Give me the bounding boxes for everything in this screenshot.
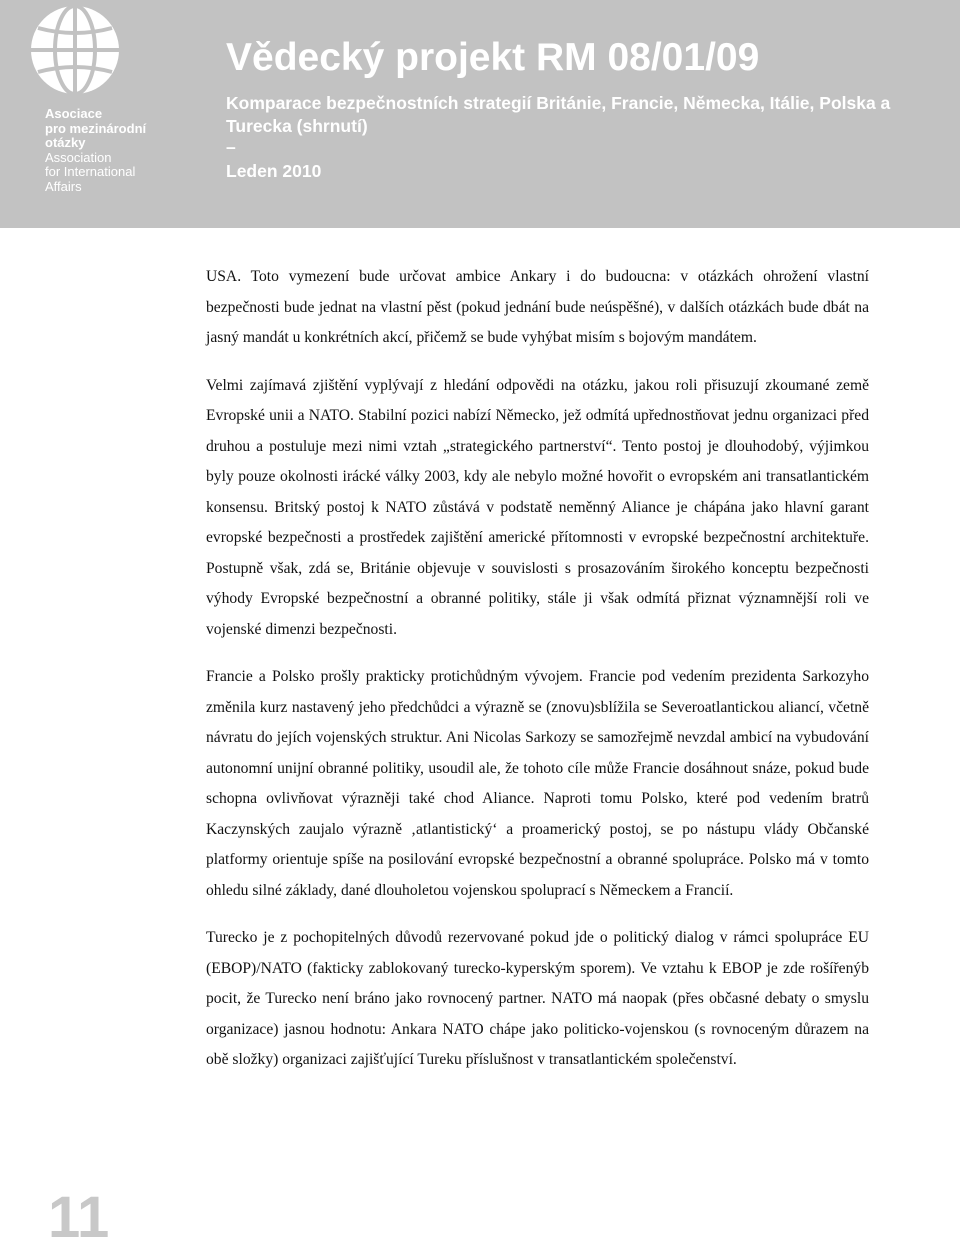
org-name-cs-line2: pro mezinárodní (45, 120, 147, 136)
org-name-cs-line3: otázky (45, 135, 86, 151)
document-body (206, 262, 869, 1093)
paragraph: Turecko je z pochopitelných důvodů rezervované pokud jde o politický dialog v rámci spolupráce EU (EBOP)/NATO (fakticky zablokovaný turecko-kyperským sporem). Ve vztahu k EBOP je zde rošířenýb pocit, že Turecko není bráno jako rovnocený partner. NATO má naopak (přes občasné debaty o smyslu organizace) jasnou hodnotu: Ankara NATO chápe jako politicko-vojenskou (s rovnoceným důrazem na obě složky) organizaci zajišťující Tureku příslušnost v transatlantickém společenství. (206, 929, 869, 1068)
globe-logo-icon (30, 2, 120, 98)
header-band (0, 0, 960, 228)
paragraph: Francie a Polsko prošly prakticky protichůdným vývojem. Francie pod vedením prezidenta Sarkozyho změnila kurz nastavený jeho předchůdci a výrazně se (znovu)sblížila se Severoatlantickou aliancí, včetně návratu do jejích vojenských struktur. Ani Nicolas Sarkozy se samozřejmě nevzdal ambicí na vybudování autonomní unijní obranné politiky, usoudil ale, že tohoto cíle může Francie dosáhnout snáze, pokud bude schopna ovlivňovat výrazněji také chod Aliance. Naproti tomu Polsko, které pod vedením bratrů Kaczynských zaujalo výrazně ‚atlantistický‘ a proamerický postoj, se po nástupu vlády Občanské platformy orientuje spíše na posilování evropské bezpečnostní a obranné spolupráce. Polsko má v tomto ohledu silné základy, dané dlouholetou vojenskou spoluprací s Německem a Francií. (206, 668, 869, 899)
project-subtitle: Komparace bezpečnostních strategií Británie, Francie, Německa, Itálie, Polska a Turecka (shrnutí) (226, 93, 891, 136)
project-title: Vědecký projekt RM 08/01/09 (226, 36, 760, 79)
org-name-en-line1: Association (45, 149, 112, 165)
org-name-en-line3: Affairs (45, 178, 82, 194)
publication-date: Leden 2010 (226, 161, 322, 181)
page-number: 11 (48, 1185, 110, 1250)
organization-name (45, 107, 205, 195)
paragraph: Velmi zajímavá zjištění vyplývají z hledání odpovědi na otázku, jakou roli přisuzují zkoumané země Evropské unii a NATO. Stabilní pozici nabízí Německo, jež odmítá upřednostňovat jednu organizaci před druhou a postuluje mezi nimi vztah „strategického partnerství“. Tento postoj je dlouhodobý, výjimkou byly pouze okolnosti irácké války 2003, kdy ale nebylo možné hovořit o evropském ani transatlantickém konsensu. Britský postoj k NATO zůstává v podstatě neměnný Aliance je chápána jako hlavní garant evropské bezpečnosti a prostředek zajištění americké přítomnosti v evropské bezpečnostní architektuře. Postupně však, zdá se, Británie objevuje v souvislosti s prosazováním širokého konceptu bezpečnosti výhody Evropské bezpečnostní a obranné politiky, stále ji však odmítá přiznat významnější roli ve vojenské dimenzi bezpečnosti. (206, 376, 869, 638)
org-name-en-line2: for International (45, 164, 136, 180)
header-dash: – (226, 137, 236, 157)
org-name-cs-line1: Asociace (45, 106, 103, 121)
paragraph: USA. Toto vymezení bude určovat ambice Ankary i do budoucna: v otázkách ohrožení vlastní bezpečnosti bude jednat na vlastní pěst (pokud jednání bude neúspěšné), v dalších otázkách bude dbát na jasný mandát u konkrétních akcí, přičemž se bude vyhýbat misím s bojovým mandátem. (206, 268, 869, 346)
